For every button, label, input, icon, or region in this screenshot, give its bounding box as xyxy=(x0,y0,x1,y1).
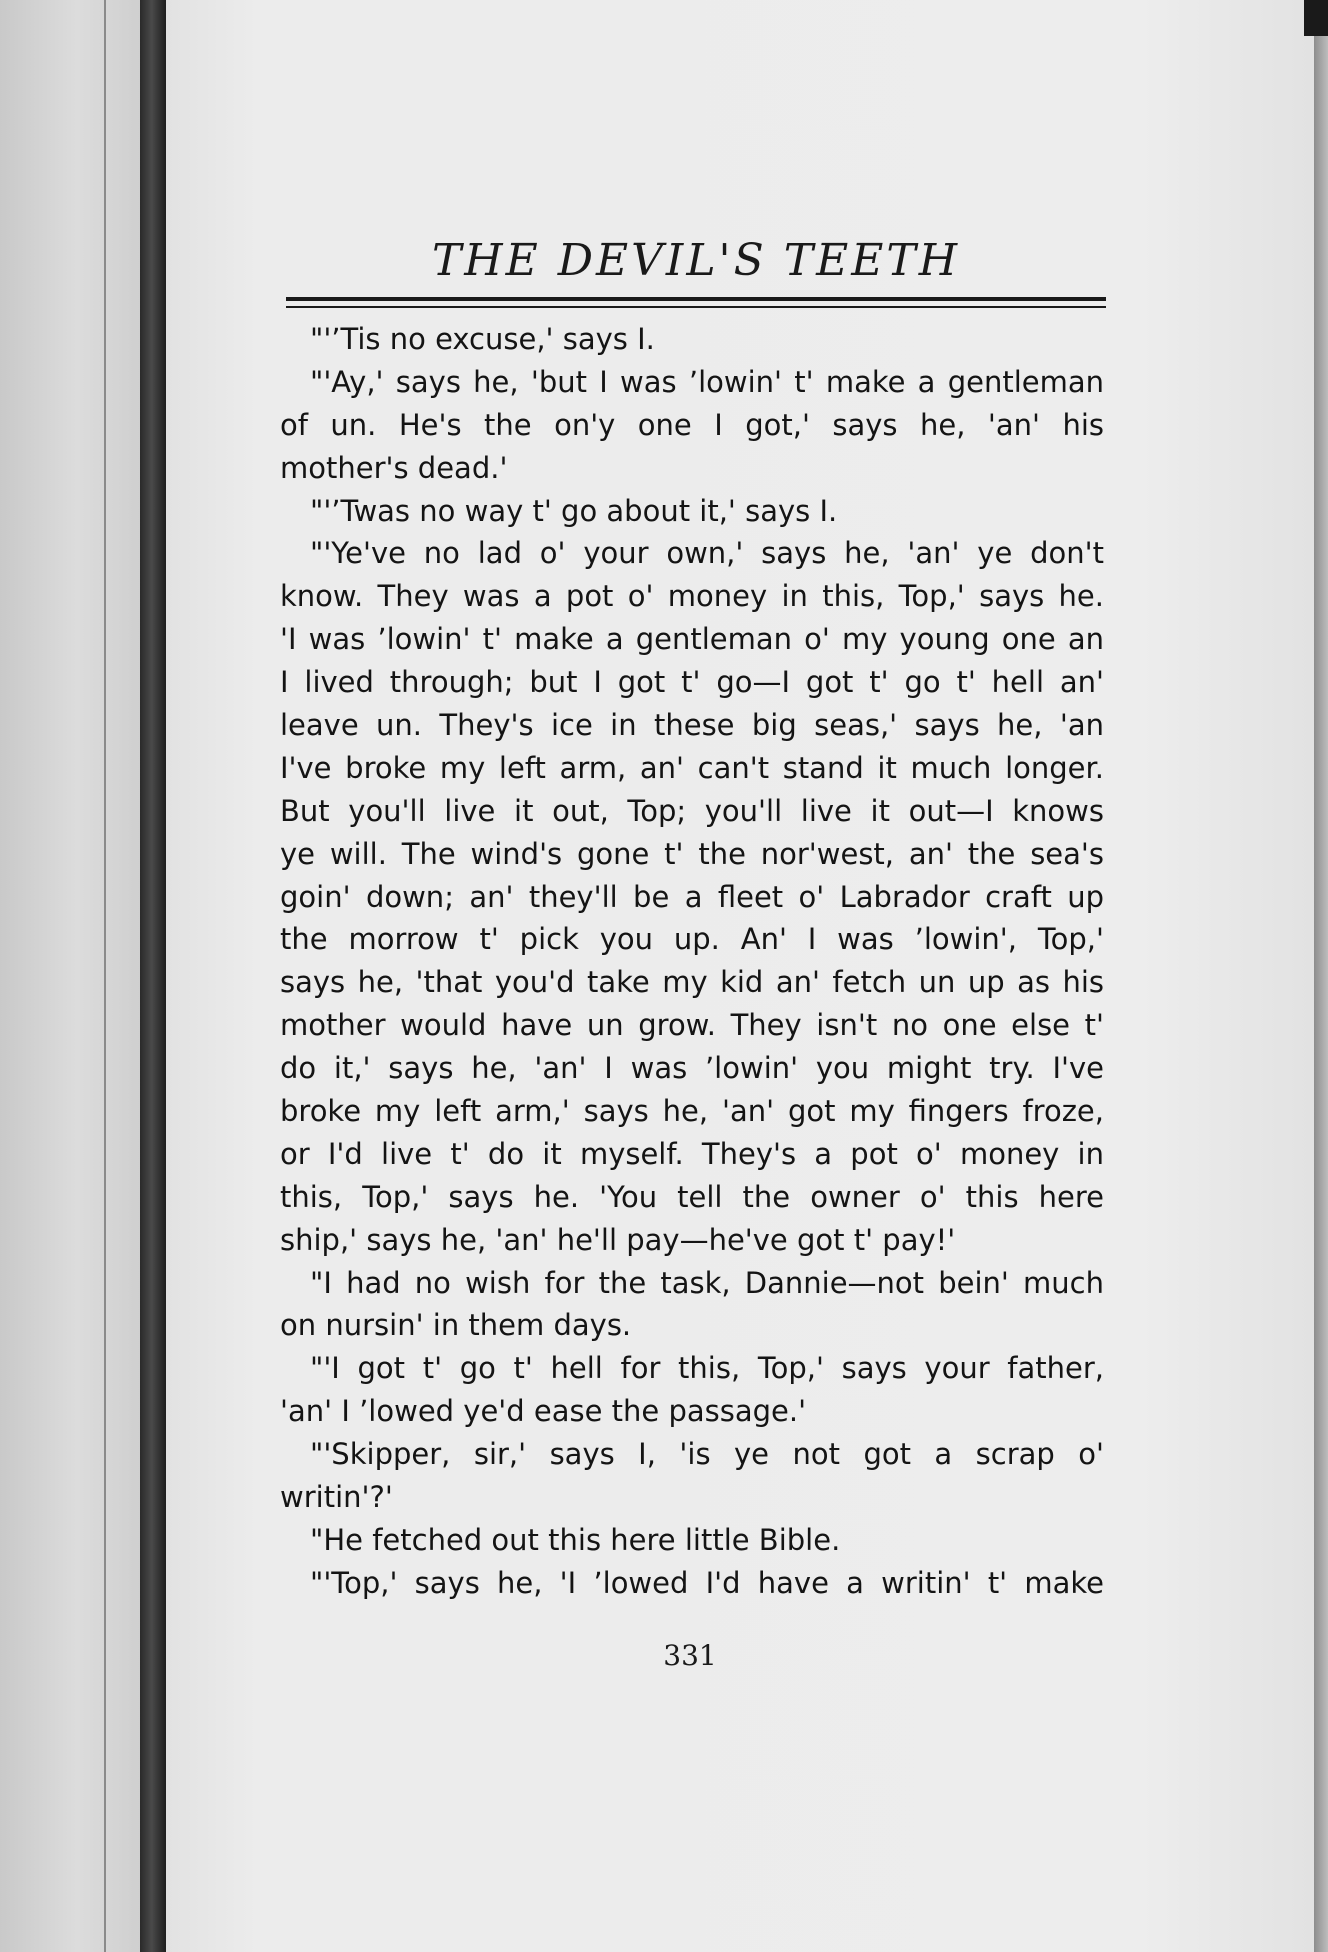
text-line: 'an' I ’lowed ye'd ease the passage.' xyxy=(280,1394,807,1429)
facing-page-edge xyxy=(0,0,140,1952)
text-line: the morrow t' pick you up. An' I was ’lowin', Top,' xyxy=(280,922,1104,957)
header-rule-thick xyxy=(286,297,1106,301)
text-line: on nursin' in them days. xyxy=(280,1308,632,1343)
page-edge xyxy=(1314,0,1328,1952)
text-line: mother would have un grow. They isn't no one else t' xyxy=(280,1008,1104,1043)
book-gutter xyxy=(140,0,166,1952)
running-head: THE DEVIL'S TEETH xyxy=(431,234,961,286)
body-text xyxy=(280,318,1104,1605)
text-line: "He fetched out this here little Bible. xyxy=(310,1522,841,1557)
text-line: I've broke my left arm, an' can't stand it much longer. xyxy=(280,750,1104,785)
header-rule-thin xyxy=(286,306,1106,308)
text-line: "'I got t' go t' hell for this, Top,' says your father, xyxy=(310,1351,1104,1386)
text-line: "'Ay,' says he, 'but I was ’lowin' t' make a gentleman xyxy=(310,364,1104,399)
text-line: 'I was ’lowin' t' make a gentleman o' my young one an xyxy=(280,622,1104,657)
text-line: leave un. They's ice in these big seas,' says he, 'an xyxy=(280,708,1104,743)
text-line: says he, 'that you'd take my kid an' fetch un up as his xyxy=(280,965,1104,1000)
text-line: "'’Twas no way t' go about it,' says I. xyxy=(310,493,838,528)
text-line: "'Skipper, sir,' says I, 'is ye not got a scrap o' xyxy=(310,1437,1104,1472)
text-line: writin'?' xyxy=(280,1480,393,1515)
text-line: "'Top,' says he, 'I ’lowed I'd have a writin' t' make xyxy=(310,1565,1104,1600)
text-line: goin' down; an' they'll be a fleet o' Labrador craft up xyxy=(280,879,1104,914)
text-line: "'’Tis no excuse,' says I. xyxy=(310,322,655,356)
text-line: I lived through; but I got t' go—I got t' go t' hell an' xyxy=(280,665,1104,700)
text-line: mother's dead.' xyxy=(280,450,508,485)
text-line: or I'd live t' do it myself. They's a pot o' money in xyxy=(280,1136,1104,1171)
text-line: ye will. The wind's gone t' the nor'west, an' the sea's xyxy=(280,836,1104,871)
page-number: 331 xyxy=(663,1638,717,1672)
text-line: of un. He's the on'y one I got,' says he, 'an' his xyxy=(280,407,1104,442)
text-line: know. They was a pot o' money in this, Top,' says he. xyxy=(280,579,1104,614)
text-line: broke my left arm,' says he, 'an' got my fingers froze, xyxy=(280,1094,1104,1129)
text-line: But you'll live it out, Top; you'll live it out—I knows xyxy=(280,793,1104,828)
text-line: this, Top,' says he. 'You tell the owner o' this here xyxy=(280,1179,1104,1214)
facing-page-rule xyxy=(104,0,106,1952)
text-line: ship,' says he, 'an' he'll pay—he've got t' pay!' xyxy=(280,1222,956,1257)
text-line: "I had no wish for the task, Dannie—not bein' much xyxy=(310,1265,1104,1300)
text-line: "'Ye've no lad o' your own,' says he, 'an' ye don't xyxy=(310,536,1104,571)
text-line: do it,' says he, 'an' I was ’lowin' you might try. I've xyxy=(280,1051,1104,1086)
page-corner-shadow xyxy=(1304,0,1328,36)
